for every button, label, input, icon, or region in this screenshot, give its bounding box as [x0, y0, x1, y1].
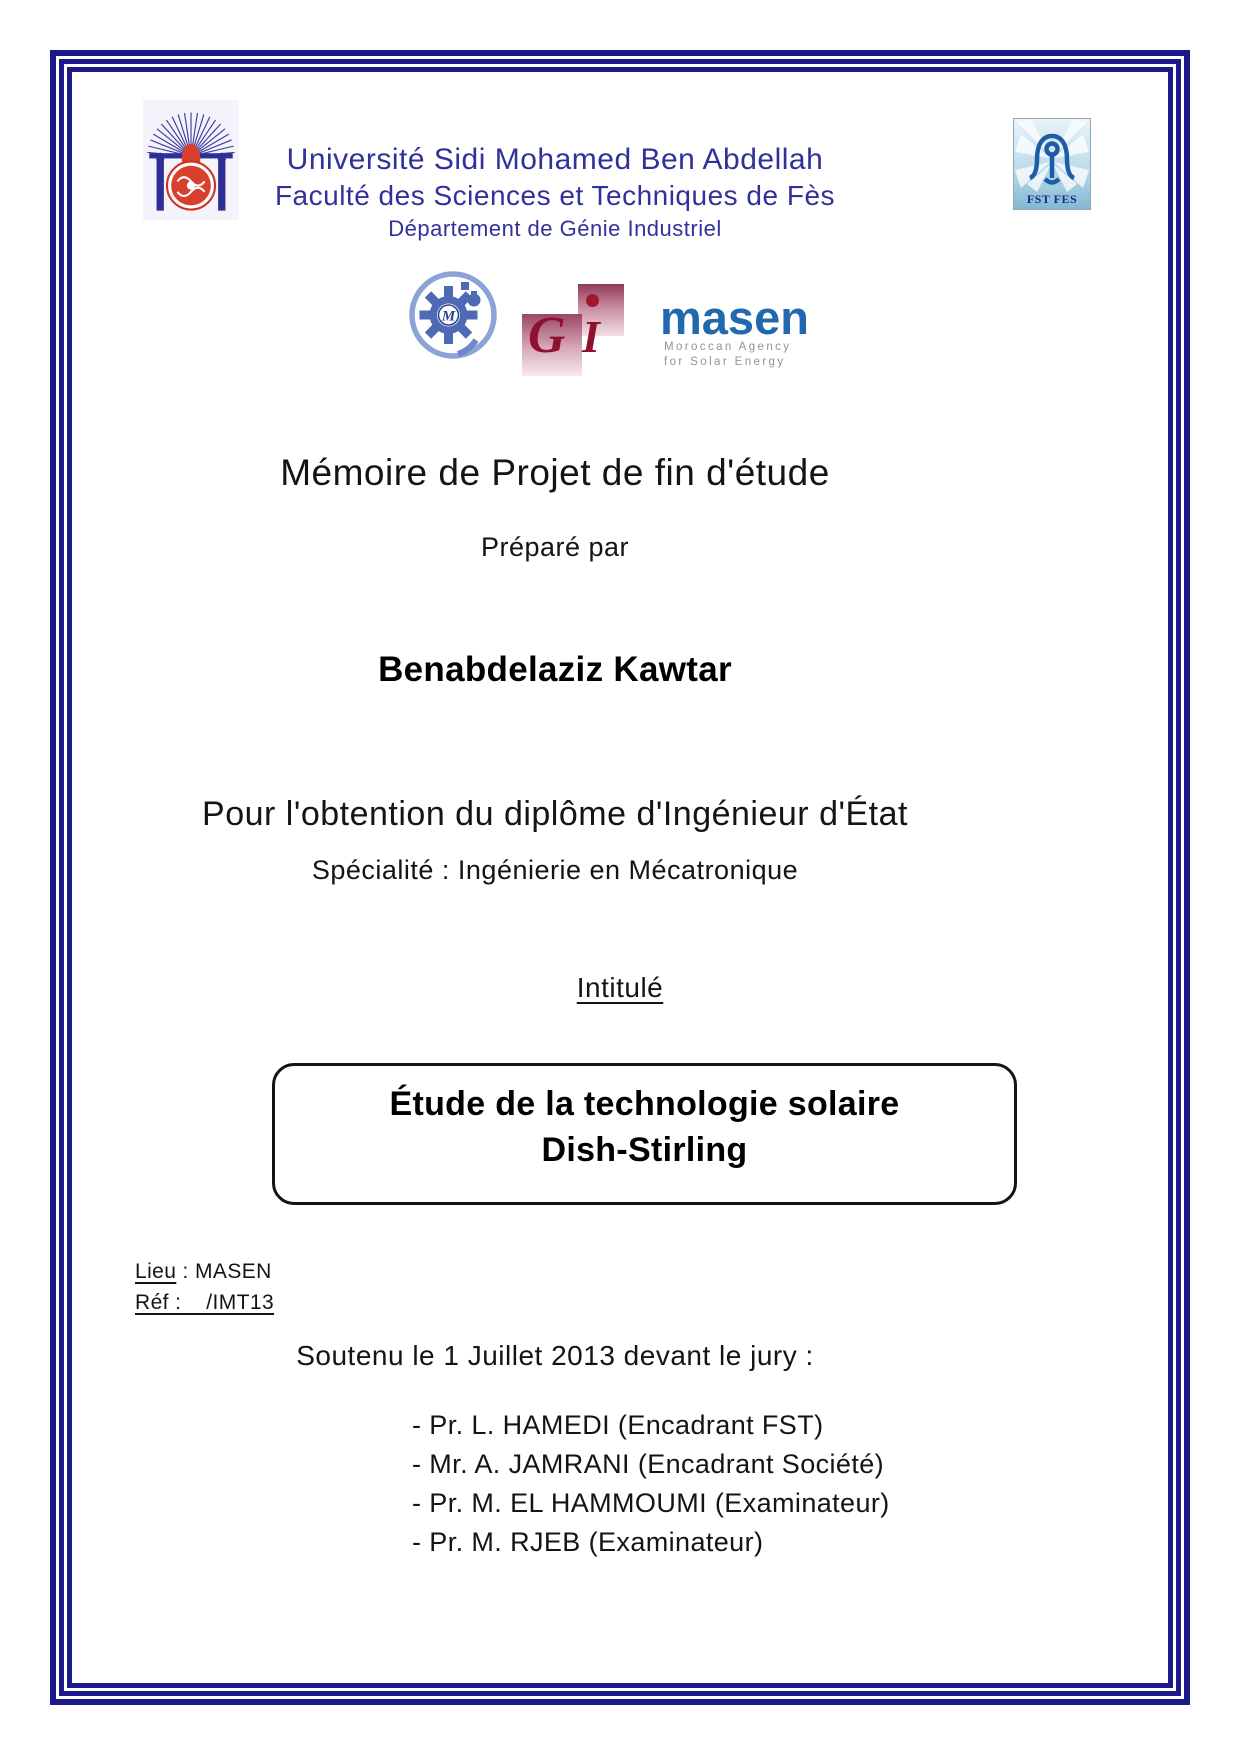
intitule-heading [80, 972, 1160, 1004]
department-name: Département de Génie Industriel [388, 216, 722, 241]
jury-member: - Mr. A. JAMRANI (Encadrant Société) [412, 1449, 885, 1479]
jury-member: - Pr. M. RJEB (Examinateur) [412, 1527, 764, 1557]
lieu-line [135, 1256, 274, 1287]
jury-member: - Pr. M. EL HAMMOUMI (Examinateur) [412, 1488, 890, 1518]
masen-logo [660, 291, 830, 370]
intitule-heading-text: Intitulé [576, 972, 664, 1003]
author-name: Benabdelaziz Kawtar [378, 650, 732, 689]
project-title-line1: Étude de la technologie solaire [389, 1085, 900, 1123]
project-title-box [272, 1063, 1017, 1205]
document-type-title: Mémoire de Projet de fin d'étude [280, 452, 830, 493]
jury-member: - Pr. L. HAMEDI (Encadrant FST) [412, 1410, 824, 1440]
university-name: Université Sidi Mohamed Ben Abdellah [286, 143, 824, 176]
gear-logo-letter: M [441, 308, 456, 325]
defense-intro-line: Soutenu le 1 Juillet 2013 devant le jury : [296, 1340, 814, 1371]
masen-wordmark: masen [660, 291, 809, 344]
project-title-line2: Dish-Stirling [541, 1131, 748, 1169]
lieu-label: Lieu [135, 1260, 177, 1283]
genie-industriel-logo [520, 284, 626, 378]
university-crest-icon [143, 100, 239, 220]
prepared-by-label: Préparé par [480, 532, 630, 562]
location-reference-block [135, 1256, 274, 1318]
masen-tagline-line2: for Solar Energy [664, 356, 786, 368]
masen-tagline-line1: Moroccan Agency [664, 341, 792, 353]
jury-list [412, 1406, 890, 1562]
fst-fes-logo-label: FST FES [1026, 192, 1078, 206]
gi-logo-dot-icon [586, 294, 599, 307]
fst-fes-logo [1013, 118, 1091, 210]
lieu-value: : MASEN [176, 1260, 272, 1283]
gi-logo-letter-g: G [528, 307, 566, 364]
gi-logo-letter-i: I [582, 311, 600, 362]
diploma-purpose-line: Pour l'obtention du diplôme d'Ingénieur d'État [202, 795, 908, 833]
institution-header [250, 142, 860, 244]
faculty-name: Faculté des Sciences et Techniques de Fès [274, 180, 836, 211]
specialty-line: Spécialité : Ingénierie en Mécatronique [311, 855, 799, 885]
mechatronics-gear-logo-icon [408, 270, 498, 360]
ref-line: Réf : /IMT13 [135, 1291, 275, 1314]
